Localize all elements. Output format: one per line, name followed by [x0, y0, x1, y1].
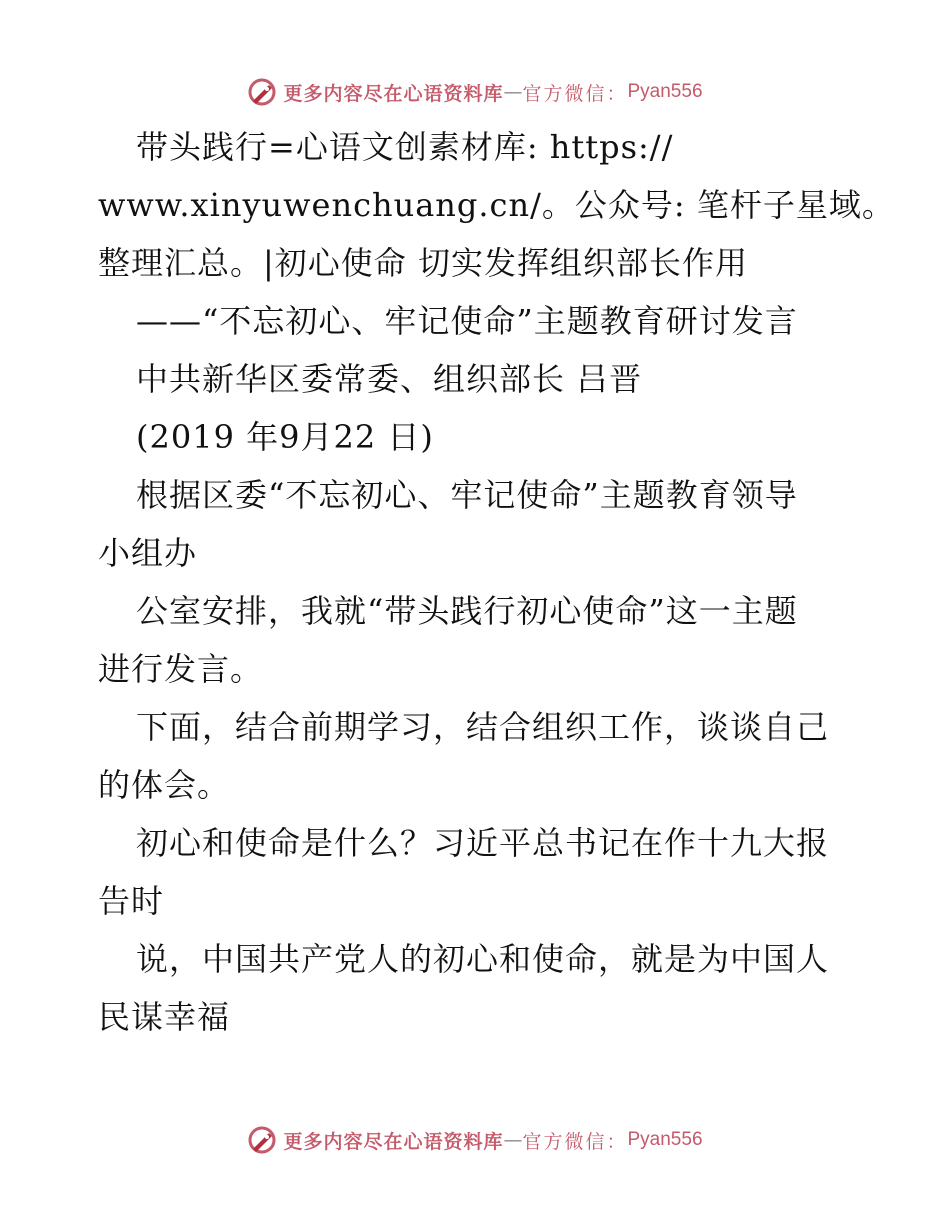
document-body — [98, 118, 895, 1046]
paragraph-line: 公室安排，我就“带头践行初心使命”这一主题 — [136, 592, 798, 630]
watermark-contact-id: Pyan556 — [627, 81, 703, 102]
date-line: (2019 年9月22 日) — [136, 418, 434, 456]
paragraph-line: 初心和使命是什么？习近平总书记在作十九大报 — [136, 824, 830, 862]
paragraph-line: 下面，结合前期学习，结合组织工作，谈谈自己 — [136, 708, 830, 746]
watermark-dash: — — [503, 81, 523, 103]
paragraph-line: 民谋幸福 — [98, 998, 231, 1036]
watermark-contact-label: 官方微信： — [522, 1130, 628, 1153]
author-line: 中共新华区委常委、组织部长 吕晋 — [136, 360, 643, 398]
pen-logo-icon — [247, 1125, 277, 1155]
watermark-brand: 更多内容尽在心语资料库 — [283, 1130, 504, 1153]
pen-logo-icon — [247, 77, 277, 107]
paragraph-line: 根据区委“不忘初心、牢记使命”主题教育领导 — [136, 476, 798, 514]
paragraph-line: 说，中国共产党人的初心和使命，就是为中国人 — [136, 940, 830, 978]
subtitle-line: ——“不忘初心、牢记使命”主题教育研讨发言 — [136, 302, 798, 340]
paragraph-line: www.xinyuwenchuang.cn/。公众号: 笔杆子星域。 — [98, 186, 895, 224]
paragraph-line: 的体会。 — [98, 766, 231, 804]
watermark-dash: — — [503, 1129, 523, 1151]
watermark-contact-id: Pyan556 — [627, 1129, 703, 1150]
paragraph-line: 进行发言。 — [98, 650, 264, 688]
paragraph-line: 整理汇总。|初心使命 切实发挥组织部长作用 — [98, 244, 748, 282]
footer-watermark — [0, 1120, 950, 1160]
watermark-contact-label: 官方微信： — [522, 82, 628, 105]
paragraph-line: 告时 — [98, 882, 165, 920]
header-watermark — [0, 72, 950, 112]
watermark-brand: 更多内容尽在心语资料库 — [283, 82, 504, 105]
paragraph-line: 带头践行=心语文创素材库: https:// — [136, 128, 674, 166]
paragraph-line: 小组办 — [98, 534, 198, 572]
